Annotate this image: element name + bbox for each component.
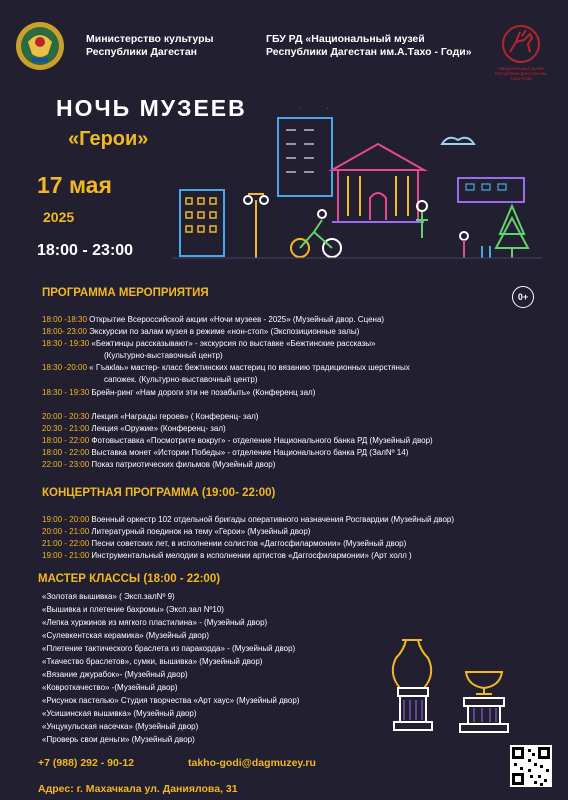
masterclass-item: «Сулевкентская керамика» (Музейный двор) [42,631,209,640]
museum-line-2: Республики Дагестан им.А.Тахо - Годи» [266,46,472,58]
contact-email[interactable]: takho-godi@dagmuzey.ru [188,757,316,769]
concert-row: 19:00 - 21:00 Инструментальный мелодии в исполнении артистов «Даггосфилармонии» (Арт холл ) [42,551,412,560]
program-row: 18:00 - 22:00 Выставка монет «Истории Победы» - отделение Национального банка РД (ЗалNº 14) [42,448,409,457]
concert-row: 20:00 - 21:00 Литературный поединок на тему «Герои» (Музейный двор) [42,527,311,536]
program-row-continued: (Культурно-выставочный центр) [104,351,223,360]
program-row: 22:00 - 23:00 Показ патриотических фильмов (Музейный двор) [42,460,276,469]
city-illustration [172,108,542,268]
program-row: 18:30 - 19:30 «Бежтинцы рассказывают» - экскурсия по выставке «Бежтинские рассказы» [42,339,376,348]
qr-code-icon[interactable] [510,745,552,787]
event-time: 18:00 - 23:00 [37,242,134,259]
vases-illustration [380,628,520,738]
masterclass-item: «Ткачество браслетов», сумки, вышивка» (Музейный двор) [42,657,263,666]
dagestan-emblem-icon [14,20,66,72]
masterclasses-title: МАСТЕР КЛАССЫ (18:00 - 22:00) [38,573,221,585]
masterclass-item: «Плетение тактического браслета из паракорда» - (Музейный двор) [42,644,296,653]
concert-row: 19:00 - 20:00 Военный оркестр 102 отдельной бригады оперативного назначения Росгвардии (Музейный двор) [42,515,455,524]
program-row: 18:00 -18:30 Открытие Всероссийской акции «Ночи музеев - 2025» (Музейный двор. Сцена) [42,315,385,324]
ministry-line-1: Министерство культуры [86,33,214,45]
ministry-name [86,33,214,59]
event-title: НОЧЬ МУЗЕЕВ [56,95,247,121]
program-row: 18:30 - 19:30 Брейн-ринг «Нам дороги эти не позабыть» (Конференц зал) [42,388,316,397]
museum-line-1: ГБУ РД «Национальный музей [266,33,425,45]
event-theme: «Герои» [68,128,149,150]
masterclass-item: «Золотая вышивка» ( Эксп.залNº 9) [42,592,175,601]
museum-horseman-logo-icon [500,24,542,64]
masterclass-item: «Вязание джурабок»- (Музейный двор) [42,670,188,679]
event-year: 2025 [43,209,75,225]
program-row: 18:30 -20:00 « ГъакIаь» мастер- класс бежтинских мастериц по вязанию традиционных шерстяных [42,363,410,372]
museum-name [266,33,472,59]
program-row-continued: сапожек. (Культурно-выставочный центр) [104,375,258,384]
masterclass-item: «Проверь свои деньги» (Музейный двор) [42,735,195,744]
program-row: 20:00 - 20:30 Лекция «Награды героев» ( Конференц- зал) [42,412,259,421]
masterclass-item: «Ковроткачество» -(Музейный двор) [42,683,178,692]
program-row: 20:30 - 21:00 Лекция «Оружие» (Конференц- зал) [42,424,226,433]
museum-logo-caption: Национальный музей Республики Дагестан им. Тахо-Годи [494,66,548,81]
masterclass-item: «Рисунок пастелью» Студия творчества «Арт хаус» (Музейный двор) [42,696,300,705]
program-row: 18:00 - 22:00 Фотовыставка «Посмотрите вокруг» - отделение Национального банка РД (Музейный двор) [42,436,433,445]
program-row: 18:00- 23:00 Экскурсии по залам музея в режиме «нон-стоп» (Экспозиционные залы) [42,327,360,336]
masterclass-item: «Вышивка и плетение бахромы» (Эксп.зал Nº10) [42,605,224,614]
concert-title: КОНЦЕРТНАЯ ПРОГРАММА (19:00- 22:00) [42,487,276,499]
address: Адрес: г. Махачкала ул. Даниялова, 31 [38,783,238,795]
masterclass-item: «Унцукульская насечка» (Музейный двор) [42,722,199,731]
contact-phone[interactable]: +7 (988) 292 - 90-12 [38,757,135,769]
concert-row: 21:00 - 22:00 Песни советских лет, в исполнении солистов «Даггосфилармонии» (Музейный двор) [42,539,407,548]
age-rating-badge: 0+ [512,286,534,308]
ministry-line-2: Республики Дагестан [86,46,197,58]
event-date: 17 мая [37,172,112,198]
masterclass-item: «Лепка хуржинов из мягкого пластилина» - (Музейный двор) [42,618,268,627]
masterclass-item: «Усишинская вышивка» (Музейный двор) [42,709,197,718]
program-title: ПРОГРАММА МЕРОПРИЯТИЯ [42,287,209,299]
